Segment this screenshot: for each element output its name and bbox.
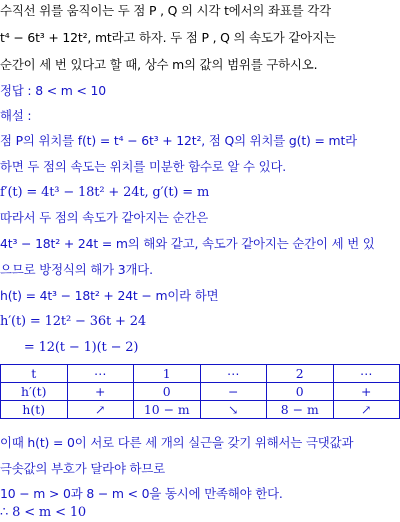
table-cell: ⋯ [333, 365, 400, 383]
table-cell: 10 − m [134, 401, 201, 419]
problem-line-2: t⁴ − 6t³ + 12t², mt라고 하자. 두 점 P , Q 의 속도가 같아지는 [0, 30, 336, 45]
table-cell: t [1, 365, 68, 383]
table-cell: h(t) [1, 401, 68, 419]
table-cell: ⋯ [67, 365, 134, 383]
table-cell: + [333, 383, 400, 401]
answer-line: 정답 : 8 < m < 10 [0, 83, 106, 98]
table-cell: ↗ [333, 401, 400, 419]
solution-line-6: 으므로 방정식의 해가 3개다. [0, 262, 153, 277]
solution-line-3: f′(t) = 4t³ − 18t² + 24t, g′(t) = m [0, 185, 210, 200]
table-cell: 0 [134, 383, 201, 401]
sign-table [0, 364, 400, 419]
solution-line-8: h′(t) = 12t² − 36t + 24 [0, 314, 146, 329]
table-row [1, 365, 400, 383]
table-cell: 8 − m [267, 401, 334, 419]
table-cell: ↗ [67, 401, 134, 419]
table-cell: 1 [134, 365, 201, 383]
solution-line-1: 점 P의 위치를 f(t) = t⁴ − 6t³ + 12t², 점 Q의 위치를 g(t) = mt라 [0, 133, 357, 148]
table-cell: h′(t) [1, 383, 68, 401]
table-cell: ↘ [200, 401, 267, 419]
table-cell: 0 [267, 383, 334, 401]
solution-label: 해설 : [0, 108, 32, 123]
table-cell: ⋯ [200, 365, 267, 383]
solution-line-2: 하면 두 점의 속도는 위치를 미분한 함수로 알 수 있다. [0, 159, 287, 174]
solution-line-9: = 12(t − 1)(t − 2) [0, 340, 139, 355]
conclusion-line: ∴ 8 < m < 10 [0, 505, 87, 520]
table-cell: + [67, 383, 134, 401]
solution-line-10: 이때 h(t) = 0이 서로 다른 세 개의 실근을 갖기 위해서는 극댓값과 [0, 435, 354, 450]
table-row [1, 383, 400, 401]
solution-line-4: 따라서 두 점의 속도가 같아지는 순간은 [0, 210, 209, 225]
problem-line-3: 순간이 세 번 있다고 할 때, 상수 m의 값의 범위를 구하시오. [0, 57, 318, 72]
solution-line-7: h(t) = 4t³ − 18t² + 24t − m이라 하면 [0, 288, 219, 303]
problem-line-1: 수직선 위를 움직이는 두 점 P , Q 의 시각 t에서의 좌표를 각각 [0, 3, 331, 18]
solution-line-5: 4t³ − 18t² + 24t = m의 해와 같고, 속도가 같아지는 순간이 세 번 있 [0, 236, 375, 251]
solution-line-12: 10 − m > 0과 8 − m < 0을 동시에 만족해야 한다. [0, 486, 283, 501]
table-cell: − [200, 383, 267, 401]
solution-line-11: 극솟값의 부호가 달라야 하므로 [0, 461, 166, 476]
table-row [1, 401, 400, 419]
table-cell: 2 [267, 365, 334, 383]
